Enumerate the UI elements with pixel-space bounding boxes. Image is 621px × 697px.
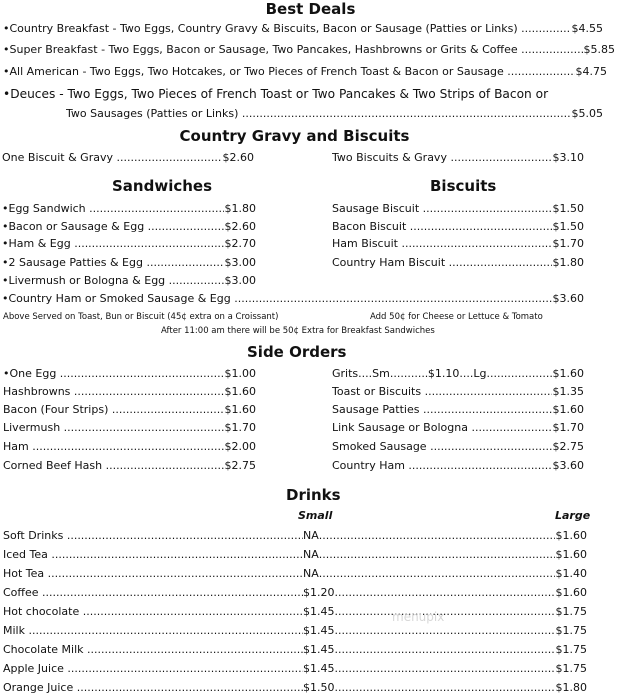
drink-row bbox=[3, 662, 587, 675]
menu-item: Sausage Patties ..... $1.60 bbox=[332, 403, 584, 416]
drink-small-price: $1.45 bbox=[303, 624, 335, 637]
drink-row bbox=[3, 643, 587, 656]
drink-large-price: $1.80 bbox=[555, 681, 587, 694]
biscuits-title: Biscuits bbox=[430, 177, 497, 195]
drink-small-price: NA bbox=[303, 567, 319, 580]
drink-small-price: NA bbox=[303, 548, 319, 561]
drink-row bbox=[3, 548, 587, 561]
menu-item: Link Sausage or Bologna ..... $1.70 bbox=[332, 421, 584, 434]
drinks-title: Drinks bbox=[286, 486, 341, 504]
drink-large-price: $1.75 bbox=[555, 662, 587, 675]
drink-large-price: $1.75 bbox=[555, 624, 587, 637]
drink-row bbox=[3, 586, 587, 599]
menu-item: Ham ..... $2.00 bbox=[3, 440, 256, 453]
menu-item: •Ham & Egg ..... $2.70 bbox=[2, 237, 256, 250]
drink-large-price: $1.75 bbox=[555, 643, 587, 656]
drink-row bbox=[3, 567, 587, 580]
deal-item: •Country Breakfast - Two Eggs, Country Gravy & Biscuits, Bacon or Sausage (Patties or Links) ..... $4.55 bbox=[3, 22, 603, 35]
menu-item: •Bacon or Sausage & Egg ..... $2.60 bbox=[2, 220, 256, 233]
drink-name: Apple Juice ..... bbox=[3, 662, 303, 675]
drink-small-price: $1.45 bbox=[303, 662, 335, 675]
menu-item: Country Ham Biscuit ..... $1.80 bbox=[332, 256, 584, 269]
drink-small-price: NA bbox=[303, 529, 319, 542]
drink-name: Hot Tea ..... bbox=[3, 567, 303, 580]
menu-item: Hashbrowns ..... $1.60 bbox=[3, 385, 256, 398]
drink-name: Orange Juice ..... bbox=[3, 681, 303, 694]
drink-large-price: $1.60 bbox=[555, 586, 587, 599]
drink-small-price: $1.50 bbox=[303, 681, 335, 694]
menu-item-grits: Grits....Sm ..... $1.10 ....Lg ..... $1.60 bbox=[332, 367, 584, 380]
large-col-header: Large bbox=[555, 509, 591, 522]
small-col-header: Small bbox=[298, 509, 333, 522]
drink-name: Iced Tea ..... bbox=[3, 548, 303, 561]
menu-item: •2 Sausage Patties & Egg ..... $3.00 bbox=[2, 256, 256, 269]
menu-item: Corned Beef Hash ..... $2.75 bbox=[3, 459, 256, 472]
drink-small-price: $1.45 bbox=[303, 605, 335, 618]
side-orders-title: Side Orders bbox=[247, 343, 347, 361]
best-deals-title: Best Deals bbox=[265, 0, 356, 18]
deal-item: •Super Breakfast - Two Eggs, Bacon or Sausage, Two Pancakes, Hashbrowns or Grits & Coffee ..... $5.85 bbox=[3, 43, 615, 56]
menu-item: Country Ham ..... $3.60 bbox=[332, 459, 584, 472]
drink-row bbox=[3, 605, 587, 618]
drink-row bbox=[3, 624, 587, 637]
drink-name: Soft Drinks ..... bbox=[3, 529, 303, 542]
menu-item: Smoked Sausage ..... $2.75 bbox=[332, 440, 584, 453]
menu-item: •Livermush or Bologna & Egg ..... $3.00 bbox=[2, 274, 256, 287]
note-cheese: Add 50¢ for Cheese or Lettuce & Tomato bbox=[370, 312, 543, 322]
menu-item: Ham Biscuit ..... $1.70 bbox=[332, 237, 584, 250]
drink-large-price: $1.40 bbox=[555, 567, 587, 580]
drink-large-price: $1.75 bbox=[555, 605, 587, 618]
drink-name: Milk ..... bbox=[3, 624, 303, 637]
menu-item: Livermush ..... $1.70 bbox=[3, 421, 256, 434]
menu-item: •Country Ham or Smoked Sausage & Egg ..... $3.60 bbox=[2, 292, 584, 305]
sandwiches-title: Sandwiches bbox=[112, 177, 213, 195]
drink-row bbox=[3, 681, 587, 694]
drink-large-price: $1.60 bbox=[555, 548, 587, 561]
drink-row bbox=[3, 529, 587, 542]
menu-item: Two Biscuits & Gravy ..... $3.10 bbox=[332, 151, 584, 164]
drink-name: Hot chocolate ..... bbox=[3, 605, 303, 618]
menu-item: Sausage Biscuit ..... $1.50 bbox=[332, 202, 584, 215]
drink-small-price: $1.45 bbox=[303, 643, 335, 656]
drink-name: Chocolate Milk ..... bbox=[3, 643, 303, 656]
menu-item: •Egg Sandwich ..... $1.80 bbox=[2, 202, 256, 215]
menu-item: Bacon (Four Strips) ..... $1.60 bbox=[3, 403, 256, 416]
watermark: menupix bbox=[392, 610, 445, 624]
drink-large-price: $1.60 bbox=[555, 529, 587, 542]
menu-item: One Biscuit & Gravy ..... $2.60 bbox=[2, 151, 254, 164]
gravy-title: Country Gravy and Biscuits bbox=[179, 127, 410, 145]
deal-item-cont: Two Sausages (Patties or Links) ..... $5.05 bbox=[66, 107, 603, 120]
drink-name: Coffee ..... bbox=[3, 586, 303, 599]
drink-small-price: $1.20 bbox=[303, 586, 335, 599]
deal-item: •All American - Two Eggs, Two Hotcakes, or Two Pieces of French Toast & Bacon or Sausage ..... $4.75 bbox=[3, 65, 607, 78]
note-croissant: Above Served on Toast, Bun or Biscuit (45¢ extra on a Croissant) bbox=[3, 312, 279, 322]
menu-item: Bacon Biscuit ..... $1.50 bbox=[332, 220, 584, 233]
deal-item: •Deuces - Two Eggs, Two Pieces of French Toast or Two Pancakes & Two Strips of Bacon or bbox=[3, 87, 549, 101]
menu-item: •One Egg ..... $1.00 bbox=[3, 367, 256, 380]
menu-item: Toast or Biscuits ..... $1.35 bbox=[332, 385, 584, 398]
note-after-11: After 11:00 am there will be 50¢ Extra for Breakfast Sandwiches bbox=[161, 326, 435, 336]
